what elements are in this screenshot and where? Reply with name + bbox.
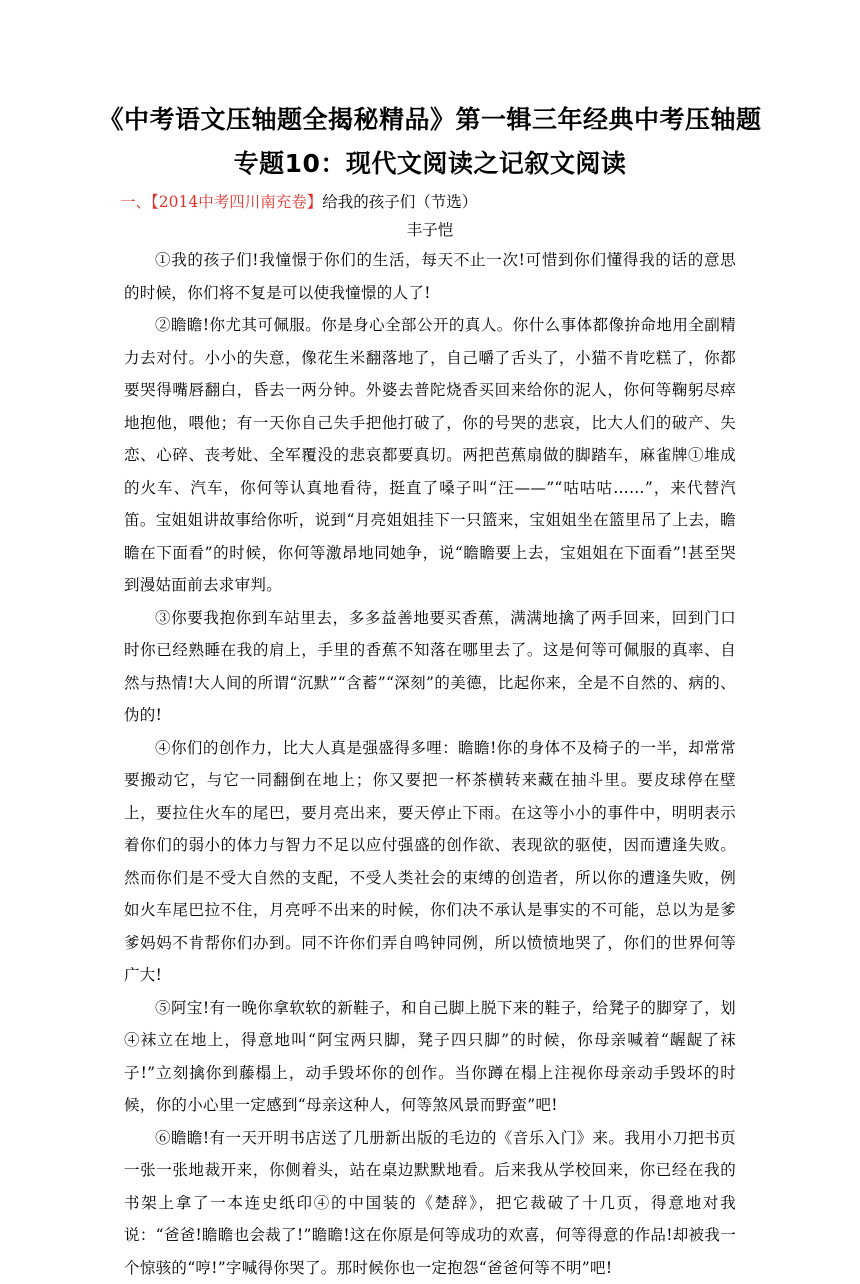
author-name: 丰子恺	[0, 218, 860, 240]
section-heading	[120, 190, 477, 212]
document-title: 《中考语文压轴题全揭秘精品》第一辑三年经典中考压轴题	[0, 100, 860, 136]
paragraph-1: ①我的孩子们!我憧憬于你们的生活，每天不止一次!可惜到你们懂得我的话的意思的时候，你们将不复是可以使我憧憬的人了!	[124, 244, 736, 309]
paragraph-5: ⑤阿宝!有一晚你拿软软的新鞋子，和自己脚上脱下来的鞋子，给凳子的脚穿了，划④袜立在地上，得意地叫“阿宝两只脚，凳子四只脚”的时候，你母亲喊着“龌龊了袜子!”立刻擒你到藤榻上，动手毁坏你的创作。当你蹲在榻上注视你母亲动手毁坏的时候，你的小心里一定感到“母亲这种人，何等煞风景而野蛮”吧!	[124, 992, 736, 1122]
section-source: 【2014中考四川南充卷】	[151, 193, 322, 211]
section-prefix: 一、	[120, 193, 151, 211]
article-body	[124, 244, 736, 1284]
paragraph-2: ②瞻瞻!你尤其可佩服。你是身心全部公开的真人。你什么事体都像拚命地用全副精力去对付。小小的失意，像花生米翻落地了，自己嚼了舌头了，小猫不肯吃糕了，你都要哭得嘴唇翻白，昏去一两分钟。外婆去普陀烧香买回来给你的泥人，你何等鞠躬尽瘁地抱他，喂他；有一天你自己失手把他打破了，你的号哭的悲哀，比大人们的破产、失恋、心碎、丧考妣、全军覆没的悲哀都要真切。两把芭蕉扇做的脚踏车，麻雀牌①堆成的火车、汽车，你何等认真地看待，挺直了嗓子叫“汪——”“咕咕咕……”，来代替汽笛。宝姐姐讲故事给你听，说到“月亮姐姐挂下一只篮来，宝姐姐坐在篮里吊了上去，瞻瞻在下面看”的时候，你何等激昂地同她争，说“瞻瞻要上去，宝姐姐在下面看”!甚至哭到漫姑面前去求审判。	[124, 309, 736, 602]
paragraph-3: ③你要我抱你到车站里去，多多益善地要买香蕉，满满地擒了两手回来，回到门口时你已经熟睡在我的肩上，手里的香蕉不知落在哪里去了。这是何等可佩服的真率、自然与热情!大人间的所谓“沉默”“含蓄”“深刻”的美德，比起你来，全是不自然的、病的、伪的!	[124, 602, 736, 732]
section-title: 给我的孩子们（节选）	[322, 193, 477, 211]
paragraph-4: ④你们的创作力，比大人真是强盛得多哩：瞻瞻!你的身体不及椅子的一半，却常常要搬动它，与它一同翻倒在地上；你又要把一杯茶横转来藏在抽斗里。要皮球停在壁上，要拉住火车的尾巴，要月亮出来，要天停止下雨。在这等小小的事件中，明明表示着你们的弱小的体力与智力不足以应付强盛的创作欲、表现欲的驱使，因而遭逢失败。然而你们是不受大自然的支配，不受人类社会的束缚的创造者，所以你的遭逢失败，例如火车尾巴拉不住，月亮呼不出来的时候，你们决不承认是事实的不可能，总以为是爹爹妈妈不肯帮你们办到。同不许你们弄自鸣钟同例，所以愤愤地哭了，你们的世界何等广大!	[124, 732, 736, 992]
document-subtitle: 专题10：现代文阅读之记叙文阅读	[0, 144, 860, 180]
paragraph-6: ⑥瞻瞻!有一天开明书店送了几册新出版的毛边的《音乐入门》来。我用小刀把书页一张一张地裁开来，你侧着头，站在桌边默默地看。后来我从学校回来，你已经在我的书架上拿了一本连史纸印④的中国装的《楚辞》，把它裁破了十几页，得意地对我说：“爸爸!瞻瞻也会裁了!”瞻瞻!这在你原是何等成功的欢喜，何等得意的作品!却被我一个惊骇的“哼!”字喊得你哭了。那时候你也一定抱怨“爸爸何等不明”吧!	[124, 1122, 736, 1284]
